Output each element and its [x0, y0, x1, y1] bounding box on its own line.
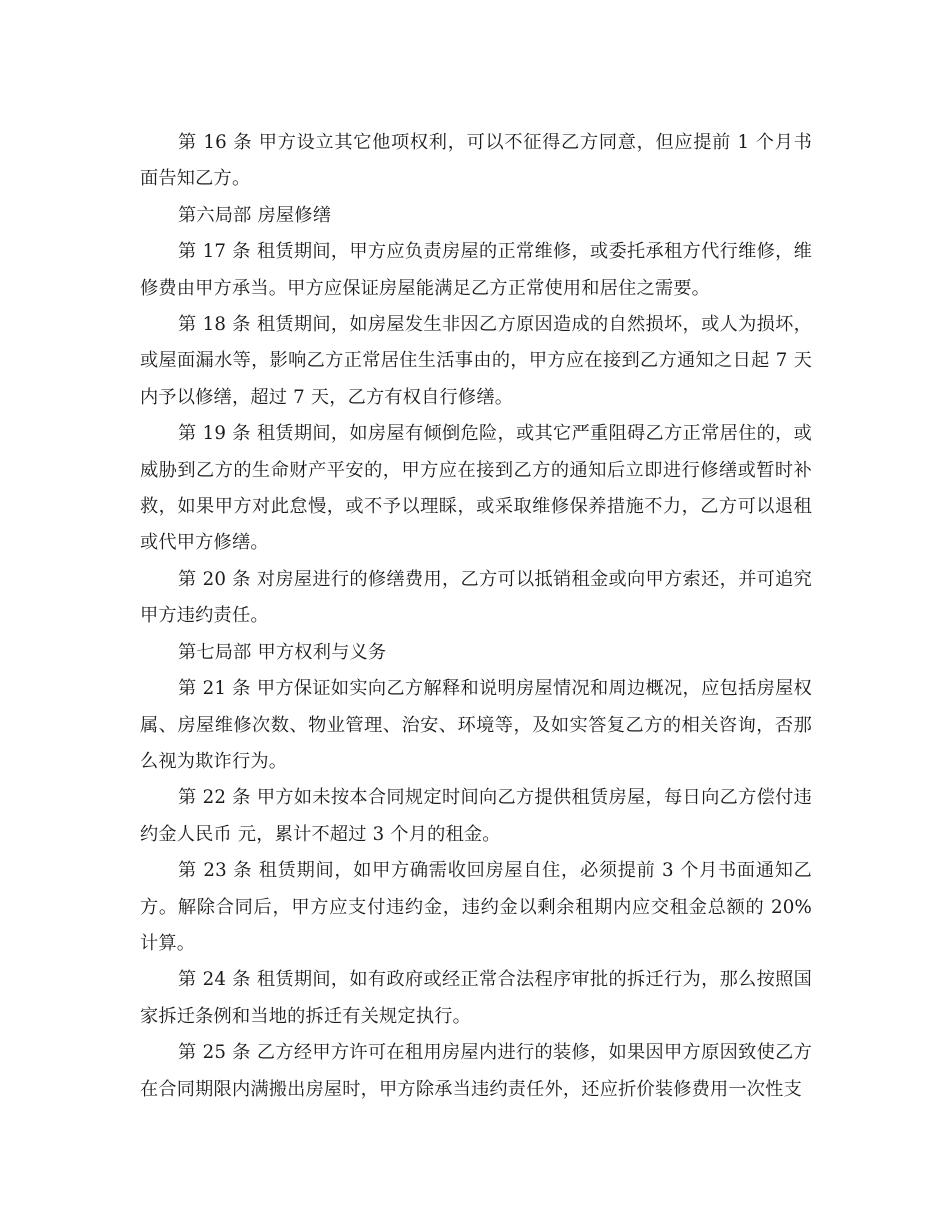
article-19: 第 19 条 租赁期间，如房屋有倾倒危险，或其它严重阻碍乙方正常居住的，或威胁到乙方的生命财产平安的，甲方应在接到乙方的通知后立即进行修缮或暂时补救，如果甲方对此怠慢，或不予以理睬，或采取维修保养措施不力，乙方可以退租或代甲方修缮。	[140, 423, 812, 554]
article-17: 第 17 条 租赁期间，甲方应负责房屋的正常维修，或委托承租方代行维修，维修费由甲方承当。甲方应保证房屋能满足乙方正常使用和居住之需要。	[140, 241, 812, 299]
article-18: 第 18 条 租赁期间，如房屋发生非因乙方原因造成的自然损坏，或人为损坏，或屋面漏水等，影响乙方正常居住生活事由的，甲方应在接到乙方通知之日起 7 天内予以修缮，超过 7 天，乙方有权自行修缮。	[140, 314, 812, 408]
article-20: 第 20 条 对房屋进行的修缮费用，乙方可以抵销租金或向甲方索还，并可追究甲方违约责任。	[140, 568, 812, 627]
article-16: 第 16 条 甲方设立其它他项权利，可以不征得乙方同意，但应提前 1 个月书面告知乙方。	[140, 132, 812, 190]
article-24: 第 24 条 租赁期间，如有政府或经正常合法程序审批的拆迁行为，那么按照国家拆迁条例和当地的拆迁有关规定执行。	[140, 969, 812, 1027]
article-25: 第 25 条 乙方经甲方许可在租用房屋内进行的装修，如果因甲方原因致使乙方在合同期限内满搬出房屋时，甲方除承当违约责任外，还应折价装修费用一次性支	[140, 1042, 812, 1100]
article-22: 第 22 条 甲方如未按本合同规定时间向乙方提供租赁房屋，每日向乙方偿付违约金人民币 元，累计不超过 3 个月的租金。	[140, 787, 812, 845]
section-heading-6: 第六局部 房屋修缮	[178, 204, 332, 226]
section-heading-7: 第七局部 甲方权利与义务	[178, 641, 387, 663]
article-21: 第 21 条 甲方保证如实向乙方解释和说明房屋情况和周边概况，应包括房屋权属、房屋维修次数、物业管理、治安、环境等，及如实答复乙方的相关咨询，否那么视为欺诈行为。	[140, 678, 812, 772]
document-body	[140, 125, 812, 1108]
article-23: 第 23 条 租赁期间，如甲方确需收回房屋自住，必须提前 3 个月书面通知乙方。解除合同后，甲方应支付违约金，违约金以剩余租期内应交租金总额的 20%计算。	[140, 860, 812, 954]
